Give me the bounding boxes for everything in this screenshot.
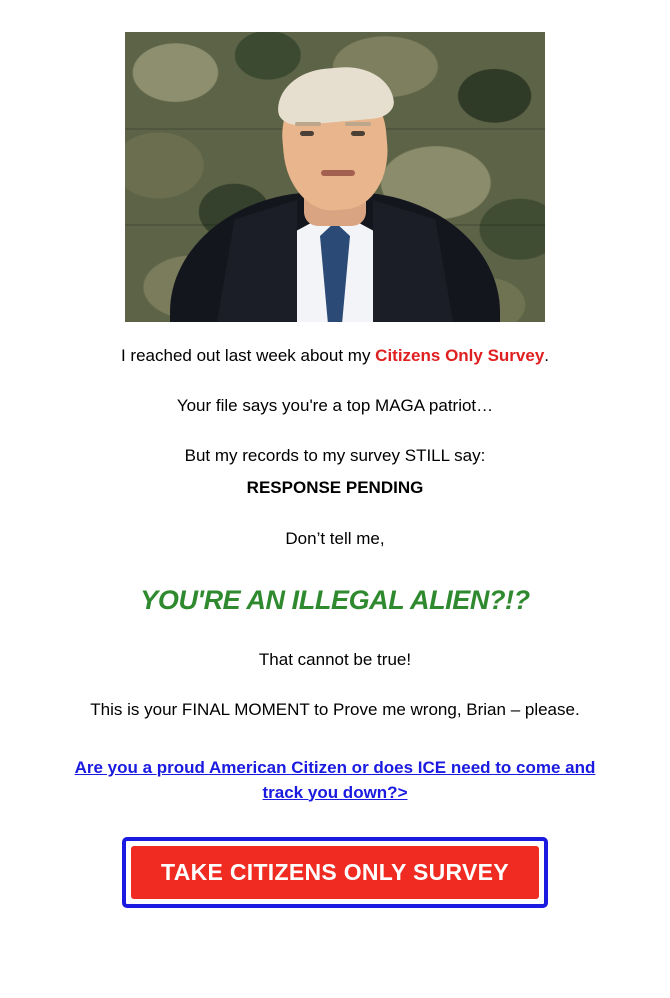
intro-line <box>28 344 642 368</box>
response-status-line: RESPONSE PENDING <box>246 478 424 498</box>
take-survey-button[interactable]: TAKE CITIZENS ONLY SURVEY <box>131 846 539 899</box>
survey-name-accent: Citizens Only Survey <box>375 346 545 365</box>
file-status-line: Your file says you're a top MAGA patriot… <box>176 396 494 416</box>
illegal-alien-headline: YOU'RE AN ILLEGAL ALIEN?!? <box>140 584 530 615</box>
citizenship-question-link[interactable]: Are you a proud American Citizen or does ICE need to come and track you down?> <box>74 757 596 802</box>
eye-right <box>351 131 365 136</box>
cannot-be-true-line: That cannot be true! <box>258 649 412 669</box>
mouth <box>321 170 355 176</box>
hero-image-wrapper <box>28 32 642 322</box>
person-figure <box>125 122 545 322</box>
take-survey-button-frame <box>122 837 548 908</box>
eyebrow-right <box>345 122 371 126</box>
records-line: But my records to my survey STILL say: <box>184 446 486 466</box>
intro-before-text: I reached out last week about my <box>120 346 376 365</box>
trump-camouflage-portrait <box>125 32 545 322</box>
final-moment-line: This is your FINAL MOMENT to Prove me wrong, Brian – please. <box>90 699 580 719</box>
dont-tell-me-line: Don’t tell me, <box>285 528 385 548</box>
intro-after-text: . <box>544 346 550 365</box>
eyebrow-left <box>295 122 321 126</box>
eye-left <box>300 131 314 136</box>
